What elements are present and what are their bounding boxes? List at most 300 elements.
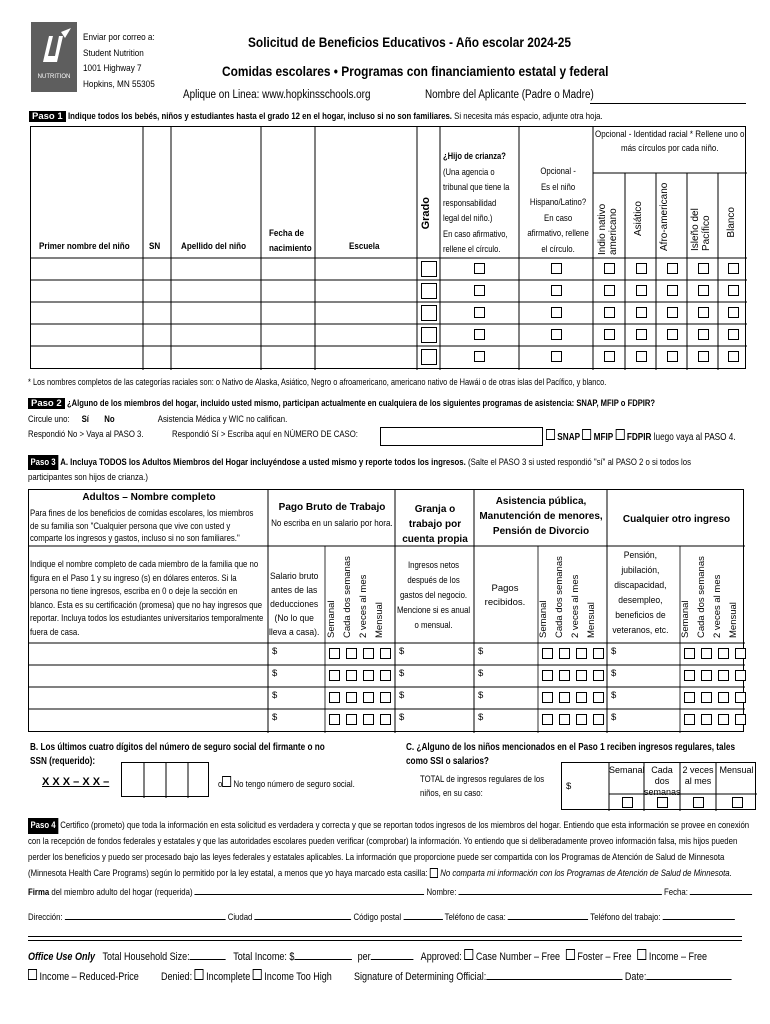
address-row	[28, 912, 750, 923]
step3-tag: Paso 3	[28, 455, 58, 470]
income-reduced-label: Income – Reduced-Price	[39, 971, 139, 983]
child-dob[interactable]	[261, 324, 315, 346]
zip-label: Código postal	[353, 912, 402, 923]
foster-checkbox[interactable]	[474, 263, 485, 274]
race-asian-checkbox[interactable]	[636, 263, 647, 274]
assist-freq-checkbox[interactable]	[559, 670, 570, 681]
step1-instruction: Indique todos los bebés, niños y estudiantes hasta el grado 12 en el hogar, incluso si no son familiares.	[68, 111, 453, 122]
assist-freq-header: Mensual	[586, 602, 597, 638]
child-income-total: TOTAL de ingresos regulares de los niños, en su caso:	[420, 774, 545, 799]
hispanic-line: En caso	[543, 212, 573, 224]
fdpir-label: FDPIR	[626, 432, 652, 443]
applicant-name-line[interactable]	[590, 103, 746, 104]
adults-desc-1: Para fines de los beneficios de comidas escolares, los miembros de su familia son "Cualquier persona que vive con usted y comparte los ingresos y gastos, incluso si no son familiares."	[30, 508, 254, 544]
assist-freq-checkbox[interactable]	[559, 692, 570, 703]
other-freq-checkbox[interactable]	[718, 714, 729, 725]
race-pacific-checkbox[interactable]	[698, 351, 709, 362]
col-school: Escuela	[349, 241, 380, 252]
child-freq-label: 2 veces al mes	[682, 765, 714, 786]
adult-row	[29, 709, 745, 731]
other-freq-checkbox[interactable]	[735, 670, 746, 681]
assist-freq-checkbox[interactable]	[576, 648, 587, 659]
hispanic-line: Hispano/Latino?	[529, 197, 587, 208]
assist-freq-checkbox[interactable]	[593, 648, 604, 659]
race-native-checkbox[interactable]	[604, 307, 615, 318]
foster-line: (Una agencia o	[443, 166, 495, 178]
gross-freq-checkbox[interactable]	[346, 714, 357, 725]
other-freq-checkbox[interactable]	[718, 670, 729, 681]
race-pacific-checkbox[interactable]	[698, 285, 709, 296]
total-income-label: Total Income: $	[233, 951, 295, 963]
foster-checkbox[interactable]	[474, 285, 485, 296]
no-ssn-option[interactable]	[218, 776, 355, 790]
foster-line: responsabilidad	[443, 197, 497, 209]
answer-no[interactable]: No	[104, 414, 115, 425]
other-amount-field[interactable]: $	[611, 646, 617, 657]
race-african-checkbox[interactable]	[667, 285, 678, 296]
step4-block	[28, 818, 770, 882]
assist-freq-checkbox[interactable]	[576, 714, 587, 725]
form-subtitle: Comidas escolares • Programas con financiamiento estatal y federal	[222, 63, 609, 79]
race-white-checkbox[interactable]	[728, 329, 739, 340]
date-field[interactable]	[690, 894, 752, 895]
farm-detail: Ingresos netos después de los gastos del negocio. Mencione si es anual o mensual.	[396, 560, 471, 631]
other-freq-checkbox[interactable]	[684, 714, 695, 725]
race-african-checkbox[interactable]	[667, 351, 678, 362]
child-dob[interactable]	[261, 302, 315, 324]
assist-freq-checkbox[interactable]	[542, 692, 553, 703]
adults-desc-2: Indique el nombre completo de cada miembro de la familia que no figura en el Paso 1 y su ingreso (s) en dólares enteros. Si la persona no tiene ingresos, escriba en 0 o deje la sección en blanco. Esta es su certificación (promesa) que no hay ingresos que reportar. Incluya todos los estudiantes universitarios temporalmente fuera de casa.	[30, 559, 264, 638]
foster-label: Foster – Free	[577, 951, 632, 963]
hispanic-line: Es el niño	[540, 181, 576, 193]
name-field[interactable]	[459, 894, 662, 895]
race-asian-checkbox[interactable]	[636, 329, 647, 340]
assist-freq-checkbox[interactable]	[576, 692, 587, 703]
adult-row	[29, 687, 745, 709]
foster-checkbox[interactable]	[474, 307, 485, 318]
assist-freq-checkbox[interactable]	[559, 648, 570, 659]
adult-name-field[interactable]	[29, 665, 268, 687]
child-first-name[interactable]	[31, 302, 143, 324]
online-link[interactable]: Aplique on Linea: www.hopkinsschools.org	[183, 89, 371, 101]
child-school[interactable]	[315, 346, 417, 368]
ssn-digit-boxes[interactable]	[121, 762, 209, 797]
race-white: Blanco	[726, 207, 737, 238]
col-last-name: Apellido del niño	[181, 241, 247, 252]
child-last-name[interactable]	[171, 324, 261, 346]
work-phone-field[interactable]	[663, 919, 735, 920]
child-last-name[interactable]	[171, 280, 261, 302]
child-school[interactable]	[315, 280, 417, 302]
foster-checkbox[interactable]	[566, 949, 575, 960]
gross-freq-header: Cada dos semanas	[342, 556, 353, 638]
office-date-label: Date:	[624, 971, 647, 983]
child-first-name[interactable]	[31, 346, 143, 368]
race-asian: Asiático	[633, 201, 644, 237]
income-free-checkbox[interactable]	[637, 949, 646, 960]
other-freq-checkbox[interactable]	[701, 670, 712, 681]
step2-question: ¿Alguno de los miembros del hogar, incluido usted mismo, participan actualmente en cualquiera de los siguientes programas de asistencia: SNAP, MFIP o FDPIR?	[67, 398, 656, 409]
mail-line: 1001 Highway 7	[83, 63, 142, 74]
office-row-2	[28, 969, 732, 983]
household-size-label: Total Household Size:	[102, 951, 190, 963]
step1-heading	[29, 111, 749, 122]
hispanic-line: el círculo.	[541, 243, 575, 255]
child-freq-label: Mensual	[719, 765, 754, 775]
zip-field[interactable]	[403, 919, 442, 920]
farm-amount-field[interactable]: $	[399, 690, 405, 701]
per-field[interactable]	[371, 959, 414, 960]
child-sn[interactable]	[143, 280, 171, 302]
child-freq-checkbox[interactable]	[622, 797, 633, 808]
answer-yes[interactable]: Sí	[81, 414, 89, 425]
city-field[interactable]	[255, 919, 352, 920]
other-freq-header: Cada dos semanas	[696, 556, 707, 638]
race-pacific-checkbox[interactable]	[698, 307, 709, 318]
case-number-input[interactable]	[380, 427, 543, 446]
child-row	[31, 280, 747, 302]
adult-name-field[interactable]	[29, 709, 268, 731]
per-label: per	[357, 951, 371, 963]
office-date-field[interactable]	[646, 979, 731, 980]
race-native-checkbox[interactable]	[604, 285, 615, 296]
hispanic-checkbox[interactable]	[551, 329, 562, 340]
child-row	[31, 346, 747, 368]
other-amount-field[interactable]: $	[611, 668, 617, 679]
child-sn[interactable]	[143, 346, 171, 368]
snap-label: SNAP	[557, 432, 581, 443]
logo-icon	[31, 22, 77, 72]
race-native-american: Indio nativo americano	[597, 203, 619, 255]
child-first-name[interactable]	[31, 258, 143, 280]
grade-checkbox[interactable]	[421, 261, 437, 277]
step2-if-yes: Respondió Sí > Escriba aquí en NÚMERO DE CASO:	[172, 429, 358, 440]
goto-step4: luego vaya al PASO 4.	[653, 432, 736, 443]
work-phone-label: Teléfono del trabajo:	[590, 912, 661, 923]
child-sn[interactable]	[143, 324, 171, 346]
applicant-label: Nombre del Aplicante (Padre o Madre)	[425, 89, 594, 101]
race-african-checkbox[interactable]	[667, 307, 678, 318]
child-school[interactable]	[315, 258, 417, 280]
child-first-name[interactable]	[31, 324, 143, 346]
adult-name-field[interactable]	[29, 643, 268, 665]
foster-line: legal del niño.)	[443, 213, 493, 224]
incomplete-checkbox[interactable]	[195, 969, 204, 980]
other-freq-checkbox[interactable]	[701, 714, 712, 725]
hispanic-checkbox[interactable]	[551, 285, 562, 296]
circle-one-label: Circule uno:	[28, 414, 70, 425]
office-divider	[28, 936, 742, 941]
col-grade: Grado	[420, 197, 432, 230]
signature-label-rest: del miembro adulto del hogar (requerida)	[51, 887, 193, 898]
medical-note: Asistencia Médica y WIC no califican.	[157, 414, 288, 425]
step1-tag: Paso 1	[29, 111, 66, 122]
grade-checkbox[interactable]	[421, 305, 437, 321]
assist-freq-checkbox[interactable]	[559, 714, 570, 725]
race-african-checkbox[interactable]	[667, 329, 678, 340]
gross-amount-field[interactable]: $	[272, 712, 278, 723]
gross-amount-field[interactable]: $	[272, 646, 278, 657]
step2-circle-row	[28, 414, 287, 425]
children-table	[30, 126, 746, 369]
child-last-name[interactable]	[171, 258, 261, 280]
too-high-checkbox[interactable]	[253, 969, 262, 980]
signature-field[interactable]	[195, 894, 425, 895]
other-freq-checkbox[interactable]	[718, 692, 729, 703]
assist-freq-header: Semanal	[538, 600, 549, 638]
assist-freq-header: 2 veces al mes	[570, 574, 581, 638]
assist-freq-header: Cada dos semanas	[554, 556, 565, 638]
grade-checkbox[interactable]	[421, 283, 437, 299]
step4-text: Certifico (prometo) que toda la información en esta solicitud es verdadera y correcta y que se reportan todos ingresos de los miembros del hogar. Entiendo que esta información se provee en conexión con la recepción de fondos federales y estatales y que las autoridades escolares pueden verificar (comprobar) la información. Yo entiendo que si deliberadamente proveo información falsa, mis hijos pueden perder los beneficios y puedo ser procesado bajo las leyes federales y estatales aplicables. La información que proporcione puede ser compartida con los Programas de Atención de Salud de Minnesota (Minnesota Health Care Programs) según lo permitido por la ley estatal, a menos que yo haya marcado esta casilla:	[28, 820, 750, 879]
gross-freq-checkbox[interactable]	[329, 670, 340, 681]
adult-row	[29, 643, 745, 665]
child-income-box	[561, 762, 756, 810]
race-white-checkbox[interactable]	[728, 263, 739, 274]
gross-amount-field[interactable]: $	[272, 668, 278, 679]
child-first-name[interactable]	[31, 280, 143, 302]
foster-title: ¿Hijo de crianza?	[443, 151, 506, 162]
gross-freq-checkbox[interactable]	[380, 670, 391, 681]
city-label: Ciudad	[227, 912, 253, 923]
gross-freq-header: Semanal	[326, 600, 337, 638]
race-african-american: Afro-americano	[659, 182, 670, 251]
step2-heading	[28, 398, 770, 409]
gross-freq-checkbox[interactable]	[363, 670, 374, 681]
office-title: Office Use Only	[28, 951, 96, 963]
optout-label: No comparta mi información con los Programas de Atención de Salud de Minnesota.	[440, 868, 732, 879]
child-sn[interactable]	[143, 302, 171, 324]
race-white-checkbox[interactable]	[728, 351, 739, 362]
signature-row	[28, 887, 746, 898]
income-free-label: Income – Free	[648, 951, 708, 963]
household-size-field[interactable]	[190, 959, 226, 960]
gross-freq-checkbox[interactable]	[363, 692, 374, 703]
race-native-checkbox[interactable]	[604, 263, 615, 274]
logo	[31, 22, 77, 92]
step2-tag: Paso 2	[28, 398, 65, 409]
gross-freq-checkbox[interactable]	[363, 714, 374, 725]
child-row	[31, 324, 747, 346]
mfip-checkbox[interactable]	[582, 429, 591, 440]
col-hispanic	[522, 164, 594, 257]
race-native-checkbox[interactable]	[604, 351, 615, 362]
child-dob[interactable]	[261, 346, 315, 368]
race-african-checkbox[interactable]	[667, 263, 678, 274]
adult-row	[29, 665, 745, 687]
office-row-1	[28, 949, 707, 963]
gross-title: Pago Bruto de Trabajo	[278, 502, 386, 513]
child-freq-label: Cada dos semanas	[644, 765, 681, 797]
official-signature-label: Signature of Determining Official:	[354, 971, 487, 983]
other-freq-checkbox[interactable]	[701, 648, 712, 659]
assist-amount-field[interactable]: $	[478, 668, 484, 679]
optout-checkbox[interactable]	[430, 868, 438, 878]
race-asian-checkbox[interactable]	[636, 307, 647, 318]
approved-label: Approved:	[420, 951, 462, 963]
or-label: o	[218, 779, 223, 790]
other-amount-field[interactable]: $	[611, 690, 617, 701]
gross-freq-checkbox[interactable]	[329, 648, 340, 659]
foster-checkbox[interactable]	[474, 351, 485, 362]
col-race-header: Opcional - Identidad racial * Rellene uno o más círculos por cada niño.	[595, 129, 745, 154]
ssn-mask: X X X – X X –	[42, 776, 110, 788]
child-income-dollar[interactable]: $	[566, 781, 572, 792]
address-field[interactable]	[65, 919, 226, 920]
step3-heading	[28, 455, 770, 485]
child-freq-label: Semanal	[609, 765, 645, 775]
other-freq-checkbox[interactable]	[684, 692, 695, 703]
other-freq-checkbox[interactable]	[701, 692, 712, 703]
child-school[interactable]	[315, 302, 417, 324]
foster-line: En caso afirmativo,	[443, 228, 508, 240]
race-pacific-checkbox[interactable]	[698, 329, 709, 340]
child-dob[interactable]	[261, 258, 315, 280]
assist-freq-checkbox[interactable]	[542, 670, 553, 681]
logo-text: NUTRITION	[37, 74, 71, 80]
income-reduced-checkbox[interactable]	[28, 969, 37, 980]
hispanic-line: Opcional -	[540, 166, 576, 177]
address-label: Dirección:	[28, 912, 63, 923]
other-detail: Pensión, jubilación, discapacidad, desempleo, beneficios de veteranos, etc.	[612, 550, 669, 636]
total-income-field[interactable]	[294, 959, 351, 960]
other-title: Cualquier otro ingreso	[622, 514, 731, 525]
assist-detail: Pagos recibidos.	[484, 583, 526, 608]
gross-freq-checkbox[interactable]	[329, 714, 340, 725]
foster-line: tribunal que tiene la	[443, 182, 510, 193]
name-label: Nombre:	[426, 887, 457, 898]
hispanic-checkbox[interactable]	[551, 307, 562, 318]
gross-detail: Salario bruto antes de las deducciones (No lo que lleva a casa).	[269, 571, 320, 638]
farm-amount-field[interactable]: $	[399, 712, 405, 723]
race-white-checkbox[interactable]	[728, 285, 739, 296]
mfip-label: MFIP	[593, 432, 614, 443]
foster-line: rellene el círculo.	[443, 244, 501, 255]
child-last-name[interactable]	[171, 302, 261, 324]
step4-tag: Paso 4	[28, 818, 58, 834]
hispanic-line: afirmativo, rellene	[527, 228, 589, 239]
child-last-name[interactable]	[171, 346, 261, 368]
case-number-label: Case Number – Free	[475, 951, 561, 963]
ssn-title: B. Los últimos cuatro dígitos del número de seguro social del firmante o no SSN (requerido):	[30, 742, 325, 767]
step3-note: (Salte el PASO 3 si usted respondió "sí" al PASO 2 o si todos los participantes son hijos de crianza.)	[28, 457, 692, 483]
child-income-title: C. ¿Alguno de los niños mencionados en el Paso 1 reciben ingresos regulares, tales como SSI o salarios?	[406, 742, 736, 767]
farm-amount-field[interactable]: $	[399, 646, 405, 657]
form-title: Solicitud de Beneficios Educativos - Año escolar 2024-25	[248, 34, 571, 50]
no-ssn-label: No tengo número de seguro social.	[233, 779, 355, 790]
other-freq-header: Mensual	[728, 602, 739, 638]
other-freq-checkbox[interactable]	[735, 714, 746, 725]
child-school[interactable]	[315, 324, 417, 346]
signature-label: Firma	[28, 887, 50, 898]
hispanic-checkbox[interactable]	[551, 263, 562, 274]
gross-freq-checkbox[interactable]	[380, 692, 391, 703]
child-freq-checkbox[interactable]	[693, 797, 704, 808]
gross-freq-checkbox[interactable]	[346, 648, 357, 659]
other-freq-checkbox[interactable]	[735, 648, 746, 659]
assist-freq-checkbox[interactable]	[593, 670, 604, 681]
foster-checkbox[interactable]	[474, 329, 485, 340]
grade-checkbox[interactable]	[421, 327, 437, 343]
other-amount-field[interactable]: $	[611, 712, 617, 723]
home-phone-field[interactable]	[508, 919, 588, 920]
gross-freq-header: Mensual	[374, 602, 385, 638]
step2-if-no: Respondió No > Vaya al PASO 3.	[28, 429, 144, 440]
race-native-checkbox[interactable]	[604, 329, 615, 340]
gross-freq-checkbox[interactable]	[380, 714, 391, 725]
other-freq-header: 2 veces al mes	[712, 574, 723, 638]
other-freq-checkbox[interactable]	[684, 648, 695, 659]
assist-freq-checkbox[interactable]	[542, 648, 553, 659]
farm-title: Granja o trabajo por cuenta propia	[402, 504, 468, 545]
no-ssn-checkbox[interactable]	[222, 776, 231, 787]
assist-freq-checkbox[interactable]	[593, 714, 604, 725]
mail-line: Hopkins, MN 55305	[83, 78, 155, 90]
gross-freq-checkbox[interactable]	[346, 670, 357, 681]
incomplete-label: Incomplete	[206, 971, 251, 983]
race-pacific-checkbox[interactable]	[698, 263, 709, 274]
race-asian-checkbox[interactable]	[636, 351, 647, 362]
too-high-label: Income Too High	[264, 971, 332, 983]
assist-freq-checkbox[interactable]	[576, 670, 587, 681]
gross-freq-checkbox[interactable]	[363, 648, 374, 659]
gross-amount-field[interactable]: $	[272, 690, 278, 701]
race-pacific-islander: Isleño del Pacífico	[690, 208, 712, 251]
step3-instruction: A. Incluya TODOS los Adultos Miembros del Hogar incluyéndose a usted mismo y reporte todos los ingresos.	[60, 457, 466, 468]
home-phone-label: Teléfono de casa:	[444, 912, 506, 923]
hispanic-checkbox[interactable]	[551, 351, 562, 362]
assist-amount-field[interactable]: $	[478, 690, 484, 701]
mail-line: Student Nutrition	[83, 47, 144, 59]
adults-title: Adultos – Nombre completo	[82, 492, 216, 503]
race-footnote: * Los nombres completos de las categorías raciales son: o Nativo de Alaska, Asiático, Negro o afroamericano, americano nativo de Hawái o de otras islas del Pacífico, y blanco.	[28, 377, 607, 388]
snap-checkbox[interactable]	[546, 429, 555, 440]
col-foster	[443, 149, 509, 258]
other-freq-checkbox[interactable]	[735, 692, 746, 703]
race-white-checkbox[interactable]	[728, 307, 739, 318]
child-dob[interactable]	[261, 280, 315, 302]
child-sn[interactable]	[143, 258, 171, 280]
child-freq-checkbox[interactable]	[657, 797, 668, 808]
col-first-name: Primer nombre del niño	[39, 241, 130, 252]
race-asian-checkbox[interactable]	[636, 285, 647, 296]
child-freq-checkbox[interactable]	[732, 797, 743, 808]
fdpir-checkbox[interactable]	[616, 429, 625, 440]
mail-line: Enviar por correo a:	[83, 32, 155, 43]
grade-checkbox[interactable]	[421, 349, 437, 365]
assist-freq-checkbox[interactable]	[542, 714, 553, 725]
gross-note: No escriba en un salario por hora.	[271, 518, 393, 529]
gross-freq-checkbox[interactable]	[329, 692, 340, 703]
case-number-checkbox[interactable]	[464, 949, 473, 960]
adult-name-field[interactable]	[29, 687, 268, 709]
gross-freq-checkbox[interactable]	[380, 648, 391, 659]
other-freq-checkbox[interactable]	[684, 670, 695, 681]
other-freq-header: Semanal	[680, 600, 691, 638]
child-row	[31, 302, 747, 324]
gross-freq-checkbox[interactable]	[346, 692, 357, 703]
other-freq-checkbox[interactable]	[718, 648, 729, 659]
col-sn: SN	[149, 241, 161, 252]
gross-freq-header: 2 veces al mes	[358, 574, 369, 638]
assist-freq-checkbox[interactable]	[593, 692, 604, 703]
program-checkboxes	[546, 429, 736, 443]
farm-amount-field[interactable]: $	[399, 668, 405, 679]
income-table	[28, 489, 744, 732]
assist-amount-field[interactable]: $	[478, 646, 484, 657]
assist-amount-field[interactable]: $	[478, 712, 484, 723]
official-signature-field[interactable]	[486, 979, 622, 980]
